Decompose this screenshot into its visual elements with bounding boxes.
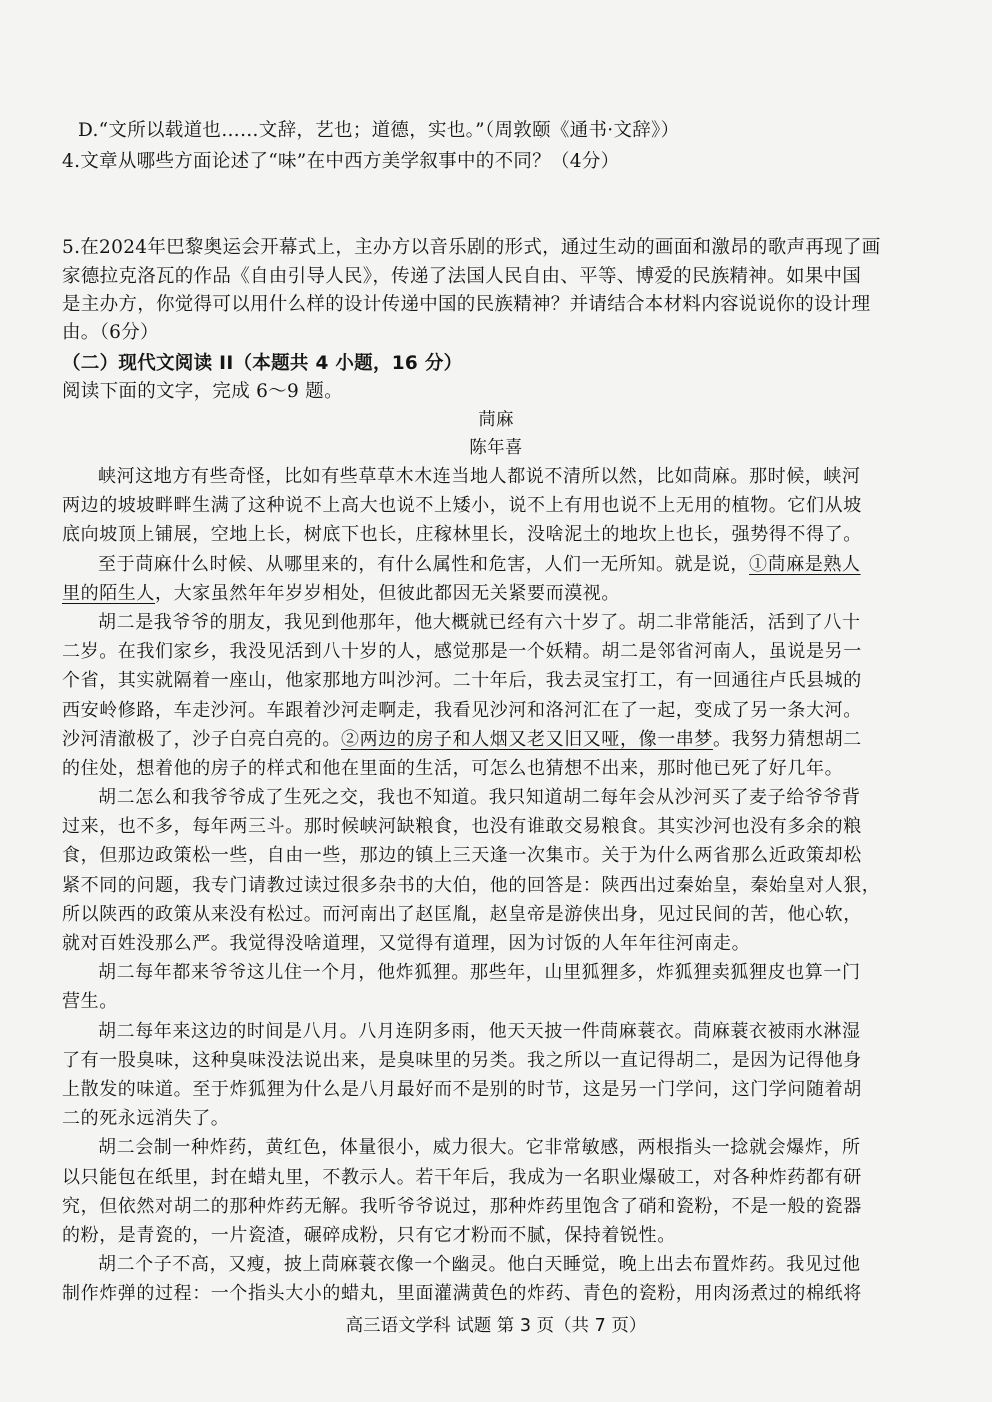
passage-text: 胡二是我爷爷的朋友，我见到他那年，他大概就已经有六十岁了。胡二非常能活，活到了八十 [98,611,861,633]
passage-line [62,725,932,754]
passage-line [62,608,932,637]
passage-text: 了有一股臭味，这种臭味没法说出来，是臭味里的另类。我之所以一直记得胡二，是因为记得他身 [62,1049,862,1071]
underlined-sentence: ②两边的房子和人烟又老又旧又哑，像一串梦 [341,728,713,750]
passage-text: 紧不同的问题，我专门请教过读过很多杂书的大伯，他的回答是：陕西出过秦始皇，秦始皇对人狠， [62,874,881,896]
passage-text: 两边的坡坡畔畔生满了这种说不上高大也说不上矮小，说不上有用也说不上无用的植物。它们从坡 [62,495,862,517]
passage-text: 胡二怎么和我爷爷成了生死之交，我也不知道。我只知道胡二每年会从沙河买了麦子给爷爷背 [98,787,861,809]
passage-text: ，大家虽然年年岁岁相处，但彼此都因无关紧要而漠视。 [155,582,620,604]
underlined-sentence: ①茼麻是熟人 [749,553,861,575]
passage-line [62,1221,932,1250]
passage-line [62,1279,932,1308]
question-5-line-1: 5.在2024年巴黎奥运会开幕式上，主办方以音乐剧的形式，通过生动的画面和激昂的歌声再现了画 [62,237,881,258]
passage-line [62,1250,932,1279]
question-5-line-3: 是主办方，你觉得可以用什么样的设计传递中国的民族精神？并请结合本材料内容说说你的设计理 [62,294,871,315]
passage-line [62,754,932,783]
passage-text: 胡二每年都来爷爷这儿住一个月，他炸狐狸。那些年，山里狐狸多，炸狐狸卖狐狸皮也算一门 [98,962,861,984]
passage-line [62,1133,932,1162]
passage-text: 食，但那边政策松一些，自由一些，那边的镇上三天逢一次集市。关于为什么两省那么近政策却松 [62,845,862,867]
passage-line [62,871,932,900]
section-heading: （二）现代文阅读 II（本题共 4 小题，16 分） [62,353,463,374]
passage-text: 个省，其实就隔着一座山，他家那地方叫沙河。二十年后，我去灵宝打工，有一回通往卢氏县城的 [62,670,862,692]
passage-title: 茼麻 [478,410,514,430]
passage-line [62,1075,932,1104]
passage-line [62,958,932,987]
passage-text: 至于茼麻什么时候、从哪里来的，有什么属性和危害，人们一无所知。就是说， [98,553,749,575]
passage-text: 的粉，是青瓷的，一片瓷渣，碾碎成粉，只有它才粉而不腻，保持着锐性。 [62,1224,676,1246]
passage-author: 陈年喜 [469,438,523,458]
passage-text: 究，但依然对胡二的那种炸药无解。我听爷爷说过，那种炸药里饱含了硝和瓷粉，不是一般的瓷器 [62,1195,862,1217]
option-d: D.“文所以载道也……文辞，艺也；道德，实也。”（周敦颐《通书·文辞》） [78,120,680,141]
question-4: 4.文章从哪些方面论述了“味”在中西方美学叙事中的不同？（4分） [62,151,620,172]
passage-text: 底向坡顶上铺展，空地上长，树底下也长，庄稼林里长，没啥泥土的地坎上也长，强势得不得了。 [62,524,862,546]
passage-text: 营生。 [62,991,118,1013]
passage-line [62,1104,932,1133]
passage-text: 胡二每年来这边的时间是八月。八月连阴多雨，他天天披一件茼麻蓑衣。茼麻蓑衣被雨水淋湿 [98,1020,861,1042]
passage-text: 所以陕西的政策从来没有松过。而河南出了赵匡胤，赵皇帝是游侠出身，见过民间的苦，他心软， [62,903,862,925]
passage-text: 上散发的味道。至于炸狐狸为什么是八月最好而不是别的时节，这是另一门学问，这门学问随着胡 [62,1078,862,1100]
passage-line [62,987,932,1016]
passage-line [62,520,932,549]
passage-line [62,1163,932,1192]
passage-line [62,929,932,958]
passage-text: 胡二个子不高，又瘦，披上茼麻蓑衣像一个幽灵。他白天睡觉，晚上出去布置炸药。我见过他 [98,1254,861,1276]
passage-text: 以只能包在纸里，封在蜡丸里，不教示人。若干年后，我成为一名职业爆破工，对各种炸药都有研 [62,1166,862,1188]
passage-text: 就对百姓没那么严。我觉得没啥道理，又觉得有道理，因为讨饭的人年年往河南走。 [62,933,751,954]
underlined-sentence: 里的陌生人 [62,582,155,604]
passage-text: 过来，也不多，每年两三斗。那时候峡河缺粮食，也没有谁敢交易粮食。其实沙河也没有多余的粮 [62,816,862,838]
passage-text: 西安岭修路，车走沙河。车跟着沙河走啊走，我看见沙河和洛河汇在了一起，变成了另一条大河。 [62,699,862,721]
passage-text: 二岁。在我们家乡，我没见活到八十岁的人，感觉那是一个妖精。胡二是邻省河南人，虽说是另一 [62,641,862,663]
page-footer: 高三语文学科 试题 第 3 页（共 7 页） [345,1316,647,1336]
section-instruction: 阅读下面的文字，完成 6～9 题。 [62,381,343,402]
passage-line [62,1046,932,1075]
question-5-line-2: 家德拉克洛瓦的作品《自由引导人民》，传递了法国人民自由、平等、博爱的民族精神。如果中国 [62,266,862,287]
passage-line [62,812,932,841]
passage-line [62,841,932,870]
passage-line [62,1192,932,1221]
passage-line [62,579,932,608]
passage-text: 沙河清澈极了，沙子白亮白亮的。 [62,728,341,750]
question-5-line-4: 由。（6分） [62,322,159,343]
passage-text: 制作炸弹的过程：一个指头大小的蜡丸，里面灌满黄色的炸药、青色的瓷粉，用肉汤煮过的棉纸将 [62,1283,862,1305]
passage-line [62,550,932,579]
passage-line [62,696,932,725]
passage-line [62,900,932,929]
passage-line [62,783,932,812]
passage-line [62,462,932,491]
passage-body [62,462,932,1308]
passage-line [62,491,932,520]
passage-text: 胡二会制一种炸药，黄红色，体量很小，威力很大。它非常敏感，两根指头一捻就会爆炸，所 [98,1137,861,1159]
passage-text: 的住处，想着他的房子的样式和他在里面的生活，可怎么也猜想不出来，那时他已死了好几年。 [62,757,844,779]
passage-line [62,666,932,695]
passage-text: 二的死永远消失了。 [62,1108,230,1130]
passage-line [62,1017,932,1046]
passage-text: 。我努力猜想胡二 [713,728,862,750]
passage-line [62,637,932,666]
passage-text: 峡河这地方有些奇怪，比如有些草草木木连当地人都说不清所以然，比如茼麻。那时候，峡河 [98,466,861,487]
